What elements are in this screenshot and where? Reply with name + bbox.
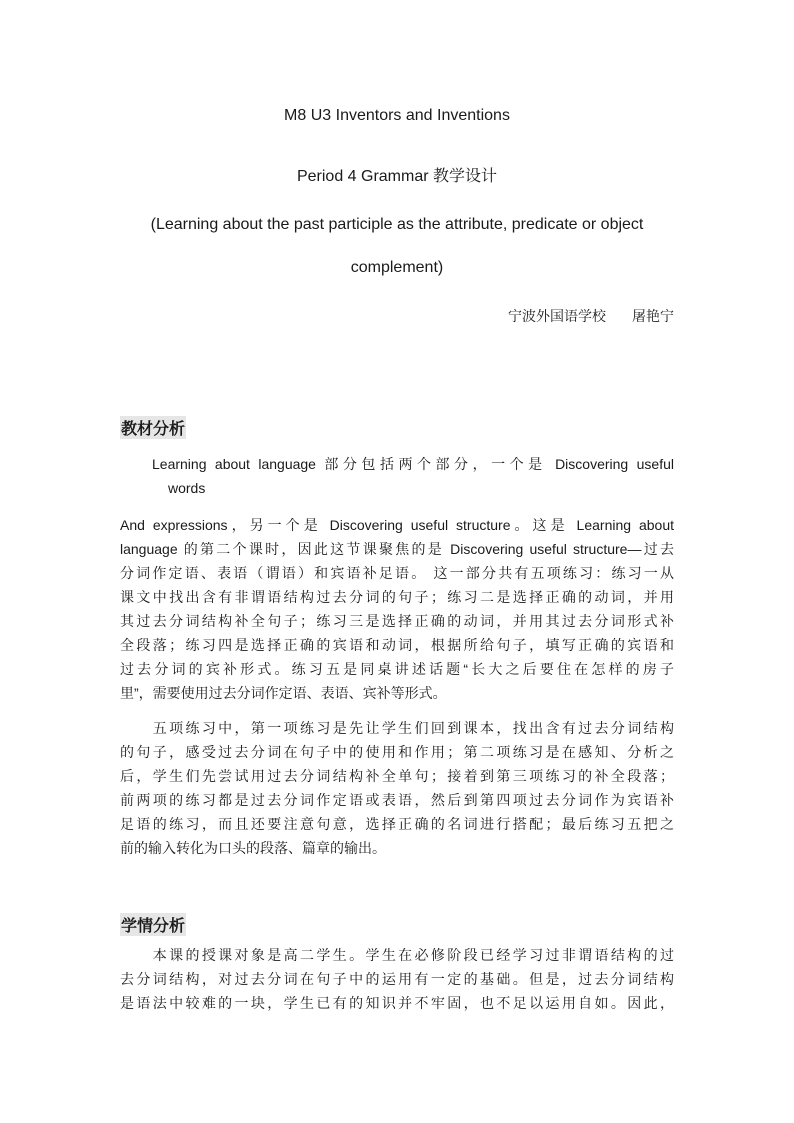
document-title: M8 U3 Inventors and Inventions	[284, 107, 510, 124]
school-name: 宁波外国语学校	[508, 308, 606, 324]
text-line: language 的第二个课时，因此这节课聚焦的是 Discovering useful structure—过去	[120, 541, 674, 557]
text-line: 其过去分词结构补全句子；练习三是选择正确的动词，并用其过去分词形式补	[120, 613, 674, 629]
text-line: 前两项的练习都是过去分词作定语或表语，然后到第四项过去分词作为宾语补	[120, 792, 674, 808]
text-line: 五项练习中，第一项练习是先让学生们回到课本，找出含有过去分词结构	[120, 720, 674, 736]
text-line: 足语的练习，而且还要注意句意，选择正确的名词进行搭配；最后练习五把之	[120, 816, 674, 832]
text-line: 后，学生们先尝试用过去分词结构补全单句；接着到第三项练习的补全段落；	[120, 768, 674, 784]
text-line: 全段落；练习四是选择正确的宾语和动词，根据所给句子，填写正确的宾语和	[120, 637, 674, 653]
text-line: 前的输入转化为口头的段落、篇章的输出。	[120, 840, 386, 856]
text-line: 本课的授课对象是高二学生。学生在必修阶段已经学习过非谓语结构的过	[120, 947, 674, 963]
paragraph-exercises-overview	[120, 513, 674, 705]
topic-line-1: (Learning about the past participle as the attribute, predicate or object	[150, 216, 644, 233]
intro-paragraph-continued	[168, 476, 468, 500]
text-line: words	[168, 480, 206, 496]
paragraph-exercise-sequence	[120, 716, 674, 860]
text-line: 课文中找出含有非谓语结构过去分词的句子；练习二是选择正确的动词，并用	[120, 589, 674, 605]
paragraph-student-analysis	[120, 943, 674, 1015]
text-line: And expressions，另一个是 Discovering useful structure。这是 Learning about	[120, 517, 674, 533]
document-subtitle: Period 4 Grammar 教学设计	[296, 168, 498, 185]
text-line: 去分词结构，对过去分词在句子中的运用有一定的基础。但是，过去分词结构	[120, 971, 674, 987]
author-name: 屠艳宁	[632, 308, 674, 324]
text-line: 里”，需要使用过去分词作定语、表语、宾补等形式。	[120, 685, 447, 701]
topic-line-2: complement)	[350, 259, 444, 276]
section-heading-textbook-analysis: 教材分析	[120, 416, 186, 439]
text-line: 是语法中较难的一块，学生已有的知识并不牢固，也不足以运用自如。因此，	[120, 995, 674, 1011]
text-line: Learning about language 部分包括两个部分，一个是 Discovering useful	[152, 456, 674, 472]
text-line: 过去分词的宾补形式。练习五是同桌讲述话题“长大之后要住在怎样的房子	[120, 661, 674, 677]
text-line: 分词作定语、表语（谓语）和宾语补足语。 这一部分共有五项练习：练习一从	[120, 565, 674, 581]
author-line	[508, 306, 674, 326]
text-line: 的句子，感受过去分词在句子中的使用和作用；第二项练习是在感知、分析之	[120, 744, 674, 760]
section-heading-student-analysis: 学情分析	[120, 913, 186, 936]
intro-paragraph	[152, 452, 674, 476]
